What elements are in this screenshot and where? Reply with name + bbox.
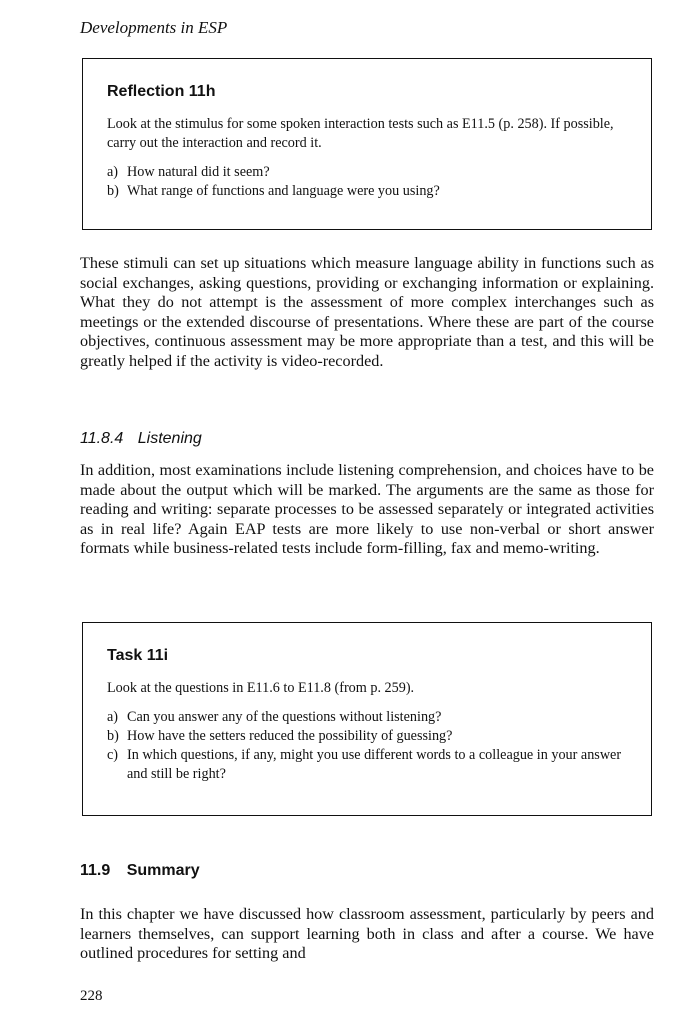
list-item bbox=[107, 163, 637, 182]
reflection-box bbox=[82, 58, 652, 230]
task-title: Task 11i bbox=[107, 647, 169, 664]
item-label: a) bbox=[107, 709, 119, 725]
task-intro: Look at the questions in E11.6 to E11.8 (from p. 259). bbox=[107, 680, 415, 696]
item-label: b) bbox=[107, 183, 119, 199]
paragraph-1: These stimuli can set up situations which measure language ability in functions such as social exchanges, asking questions, providing or exchanging information or explaining. What they do not attempt is the assessment of more complex interchanges such as meetings or the extended discourse of presentations. Where these are part of the course objectives, continuous assessment may be more appropriate than a test, and this will be greatly helped if the activity is video-recorded. bbox=[80, 254, 654, 370]
item-text: How natural did it seem? bbox=[127, 164, 270, 180]
running-head: Developments in ESP bbox=[80, 18, 228, 37]
list-item bbox=[107, 708, 637, 727]
task-items bbox=[107, 708, 637, 784]
subsection-title: Listening bbox=[137, 430, 202, 447]
item-text: In which questions, if any, might you use different words to a colleague in your answer and still be right? bbox=[127, 747, 622, 782]
list-item bbox=[107, 746, 637, 784]
task-box bbox=[82, 622, 652, 816]
reflection-items bbox=[107, 163, 637, 201]
item-text: How have the setters reduced the possibility of guessing? bbox=[127, 728, 453, 744]
section-title: Summary bbox=[126, 862, 200, 879]
subsection-number: 11.8.4 bbox=[80, 430, 124, 447]
section-heading bbox=[80, 862, 200, 880]
paragraph-3: In this chapter we have discussed how classroom assessment, particularly by peers and learners themselves, can support learning both in class and after a course. We have outlined procedures for setting and bbox=[80, 905, 654, 963]
list-item bbox=[107, 182, 637, 201]
reflection-title: Reflection 11h bbox=[107, 83, 216, 100]
item-text: What range of functions and language were you using? bbox=[127, 183, 440, 199]
section-number: 11.9 bbox=[80, 862, 111, 879]
item-text: Can you answer any of the questions without listening? bbox=[127, 709, 442, 725]
item-label: a) bbox=[107, 164, 119, 180]
reflection-intro: Look at the stimulus for some spoken interaction tests such as E11.5 (p. 258). If possible, carry out the interaction and record it. bbox=[107, 116, 614, 151]
task-text bbox=[107, 679, 637, 784]
subsection-heading bbox=[80, 430, 202, 448]
page-number: 228 bbox=[80, 988, 103, 1004]
item-label: b) bbox=[107, 728, 119, 744]
reflection-text bbox=[107, 115, 637, 201]
paragraph-2: In addition, most examinations include listening comprehension, and choices have to be made about the output which will be marked. The arguments are the same as those for reading and writing: separate processes to be assessed separately or integrated activities as in real life? Again EAP tests are more likely to use non-verbal or short answer formats while business-related tests include form-filling, fax and memo-writing. bbox=[80, 461, 654, 558]
item-label: c) bbox=[107, 747, 119, 763]
list-item bbox=[107, 727, 637, 746]
